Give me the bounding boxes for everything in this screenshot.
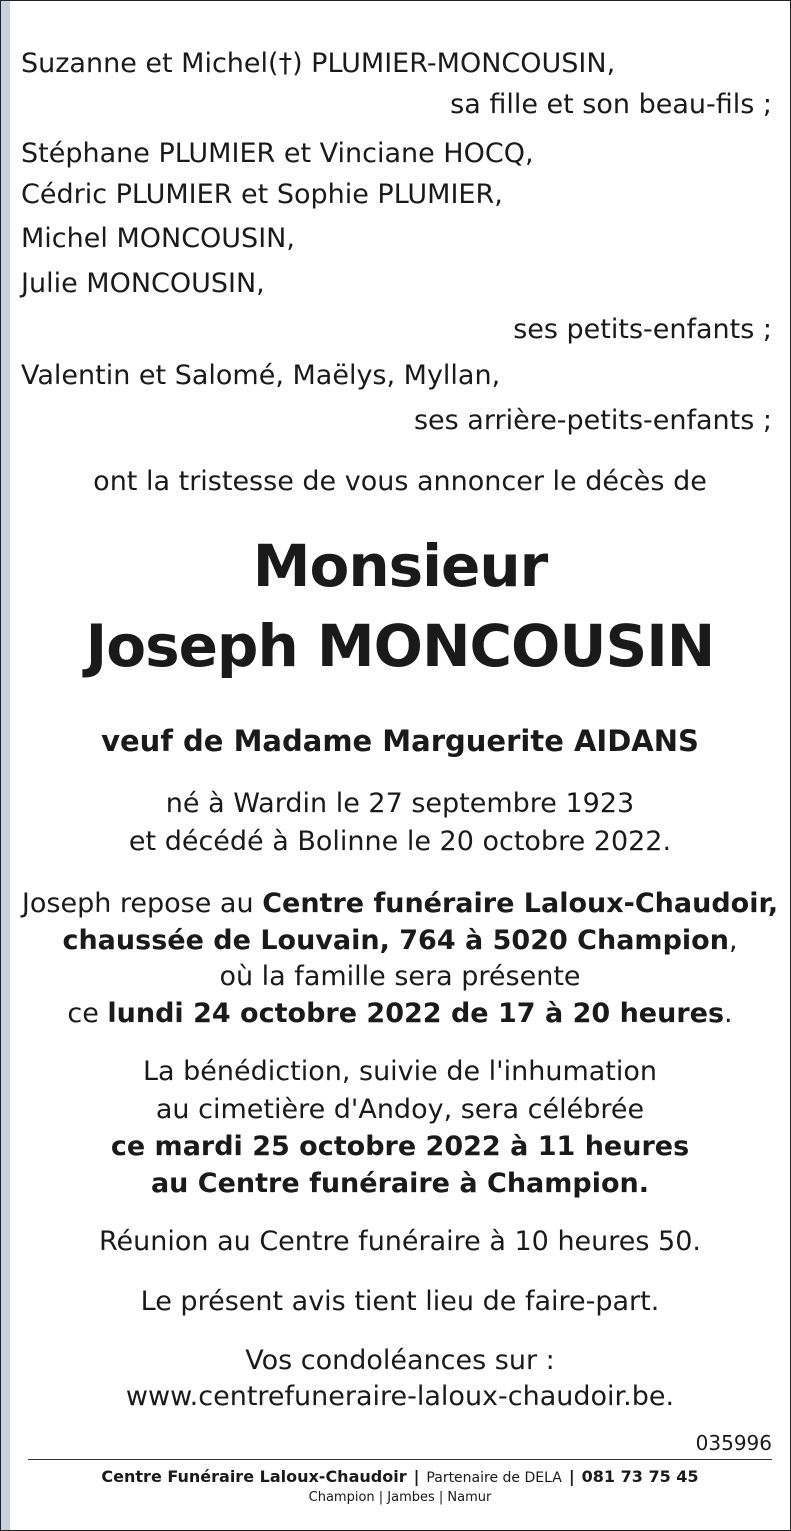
- family-line-5: Michel MONCOUSIN,: [21, 223, 295, 254]
- footer-divider: [28, 1459, 772, 1460]
- footer-separator-2: |: [568, 1467, 575, 1486]
- family-line-3: Stéphane PLUMIER et Vinciane HOCQ,: [21, 138, 534, 169]
- family-relation-2: ses petits-enfants ;: [513, 314, 772, 345]
- announcement: ont la tristesse de vous annoncer le décès de: [93, 466, 707, 497]
- deceased-title: Monsieur: [252, 532, 548, 600]
- ceremony-line-1: La bénédiction, suivie de l'inhumation: [142, 1056, 658, 1087]
- visitation-line-2: [10, 923, 790, 959]
- footer-separator-1: |: [413, 1467, 420, 1486]
- family-line-4: Cédric PLUMIER et Sophie PLUMIER,: [21, 179, 503, 210]
- footer-locations: Champion | Jambes | Namur: [308, 1490, 492, 1505]
- death-line: et décédé à Bolinne le 20 octobre 2022.: [128, 826, 672, 857]
- visitation-line-1: [10, 886, 790, 922]
- ceremony-line-2: au cimetière d'Andoy, sera célébrée: [155, 1094, 645, 1125]
- condolences-label: Vos condoléances sur :: [245, 1345, 555, 1376]
- visitation-period: .: [724, 998, 733, 1029]
- visitation-prefix: Joseph repose au: [21, 888, 263, 919]
- visitation-place: Centre funéraire Laloux-Chaudoir,: [262, 888, 779, 919]
- left-border-rule: [1, 1, 10, 1530]
- birth-line: né à Wardin le 27 septembre 1923: [165, 788, 635, 819]
- family-line-1: Suzanne et Michel(†) PLUMIER-MONCOUSIN,: [21, 48, 616, 79]
- widower-line: veuf de Madame Marguerite AIDANS: [101, 724, 699, 758]
- ceremony-line-3: ce mardi 25 octobre 2022 à 11 heures: [110, 1131, 690, 1162]
- meeting-line: Réunion au Centre funéraire à 10 heures 50.: [98, 1226, 701, 1257]
- family-relation-3: ses arrière-petits-enfants ;: [413, 405, 772, 436]
- family-line-6: Julie MONCOUSIN,: [21, 268, 265, 299]
- family-line-8: Valentin et Salomé, Maëlys, Myllan,: [21, 360, 501, 391]
- condolences-url[interactable]: www.centrefuneraire-laloux-chaudoir.be.: [125, 1381, 675, 1412]
- footer-company-line: [10, 1467, 790, 1488]
- visitation-line-3: où la famille sera présente: [219, 961, 581, 992]
- family-relation-1: sa fille et son beau-fils ;: [450, 89, 772, 120]
- reference-number: 035996: [695, 1431, 772, 1455]
- visitation-date: lundi 24 octobre 2022 de 17 à 20 heures: [107, 998, 725, 1029]
- ceremony-line-4: au Centre funéraire à Champion.: [150, 1168, 650, 1199]
- visitation-ce: ce: [67, 998, 108, 1029]
- footer-company: Centre Funéraire Laloux-Chaudoir: [101, 1467, 407, 1486]
- visitation-line-4: [10, 996, 790, 1032]
- deceased-name: Joseph MONCOUSIN: [85, 612, 715, 680]
- notice-line: Le présent avis tient lieu de faire-part.: [140, 1286, 660, 1317]
- visitation-address-suffix: ,: [728, 925, 738, 956]
- footer-phone: 081 73 75 45: [581, 1467, 699, 1486]
- footer-partner: Partenaire de DELA: [426, 1470, 562, 1486]
- visitation-address: chaussée de Louvain, 764 à 5020 Champion: [62, 925, 729, 956]
